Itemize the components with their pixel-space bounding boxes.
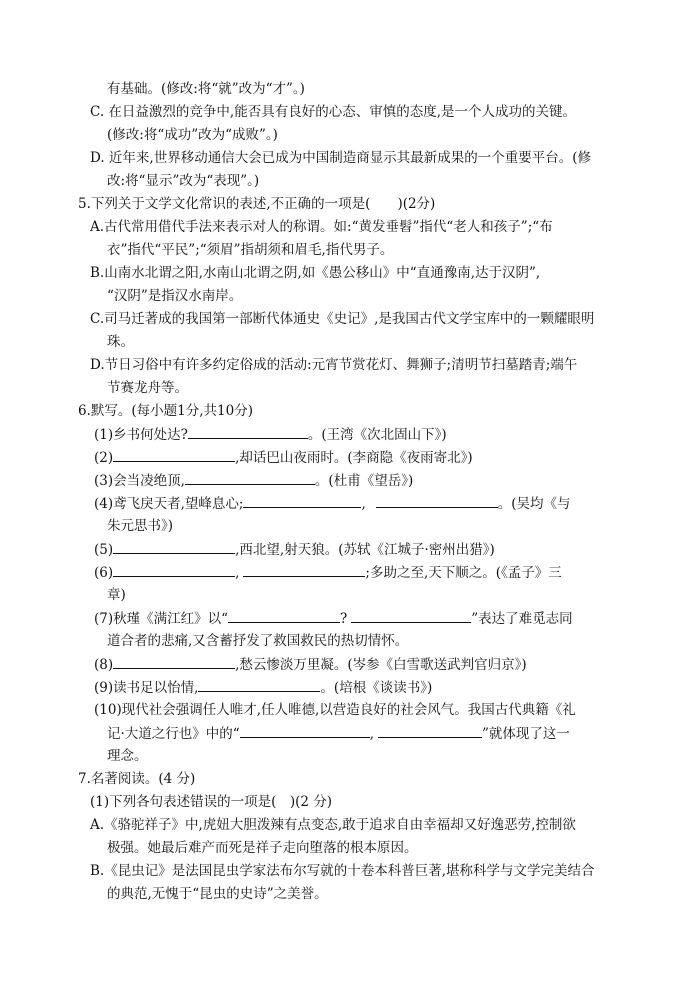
q6-item-7 (94, 607, 573, 630)
q6-item-1-source: 。(王湾《次北固山下》) (307, 427, 447, 443)
q6-item-8 (94, 653, 527, 676)
q5-option-d-line2: 节赛龙舟等。 (107, 380, 188, 396)
q6-item-7-suffix: ”表达了难觅志同 (471, 611, 573, 627)
q6-item-1-prompt: (1)乡书何处达? (94, 427, 188, 443)
q4-option-b-continuation: 有基础。(修改:将“就”改为“才”。) (107, 81, 305, 97)
q6-item-3-source: 。(杜甫《望岳》) (314, 473, 414, 489)
q6-item-4-prompt: (4)鸢飞戾天者,望峰息心; (94, 496, 244, 512)
q6-item-2-source: ,却话巴山夜雨时。(李商隐《夜雨寄北》) (235, 450, 473, 466)
q6-item-10-line3: 理念。 (107, 748, 148, 764)
q6-item-3-prompt: (3)会当凌绝顶, (94, 473, 185, 489)
q5-option-b-line1: B.山南水北谓之阳,水南山北谓之阴,如《愚公移山》中“直通豫南,达于汉阴”, (90, 265, 541, 281)
q6-item-3 (94, 469, 413, 492)
q6-item-5 (94, 538, 495, 561)
q5-option-b-line2: “汉阴”是指汉水南岸。 (107, 288, 243, 304)
answer-blank[interactable] (240, 722, 370, 738)
q5-stem: 5.下列关于文学文化常识的表述,不正确的一项是( )(2分) (78, 196, 436, 212)
q4-option-d-line1: D. 近年来,世界移动通信大会已成为中国制造商显示其最新成果的一个重要平台。(修 (90, 150, 591, 166)
q6-item-9-source: 。(培根《谈读书》) (320, 680, 433, 696)
q6-item-7-prompt: (7)秋瑾《满江红》以“ (94, 611, 229, 627)
q7-subquestion-1: (1)下列各句表述错误的一项是( )(2 分) (90, 794, 333, 810)
q7-stem: 7.名著阅读。(4 分) (78, 771, 196, 787)
answer-blank[interactable] (185, 469, 315, 485)
q6-item-10-line1: (10)现代社会强调任人唯才,任人唯德,以营造良好的社会风气。我国古代典籍《礼 (94, 702, 576, 718)
q6-item-4-comma: , (361, 496, 366, 512)
answer-blank[interactable] (113, 561, 235, 577)
q7-option-b-line1: B.《昆虫记》是法国昆虫学家法布尔写就的十卷本科普巨著,堪称科学与文学完美结合 (90, 863, 595, 879)
q5-option-d-line1: D.节日习俗中有许多约定俗成的活动:元宵节赏花灯、舞狮子;清明节扫墓踏青;端午 (90, 357, 578, 373)
q6-item-4-source-cont: 朱元思书》) (107, 518, 174, 534)
answer-blank[interactable] (351, 607, 471, 623)
answer-blank[interactable] (198, 676, 320, 692)
q6-item-9-prompt: (9)读书足以怡情, (94, 680, 199, 696)
q6-item-9 (94, 676, 432, 699)
q6-item-10-suffix: ”就体现了这一 (482, 726, 570, 742)
q5-option-c-line1: C.司马迁著成的我国第一部断代体通史《史记》,是我国古代文学宝库中的一颗耀眼明 (90, 311, 595, 327)
q4-option-c-line2: (修改:将“成功”改为“成败”。) (107, 127, 278, 143)
answer-blank[interactable] (188, 423, 308, 439)
q6-item-4 (94, 492, 571, 515)
q5-option-a-line1: A.古代常用借代手法来表示对人的称谓。如:“黄发垂髫”指代“老人和孩子”;“布 (90, 219, 553, 235)
q6-item-10-comma: , (369, 726, 374, 742)
q6-item-6-source: ;多助之至,天下顺之。(《孟子》三 (365, 565, 562, 581)
q6-item-5-source: ,西北望,射天狼。(苏轼《江城子·密州出猎》) (235, 542, 495, 558)
answer-blank[interactable] (376, 492, 498, 508)
q6-item-2 (94, 446, 473, 469)
q6-item-5-number: (5) (94, 542, 114, 558)
answer-blank[interactable] (378, 722, 482, 738)
answer-blank[interactable] (243, 561, 365, 577)
q6-item-10-line2 (107, 722, 570, 745)
q7-option-a-line2: 极强。她最后难产而死是祥子走向堕落的根本原因。 (107, 840, 418, 856)
answer-blank[interactable] (113, 446, 235, 462)
q6-item-2-number: (2) (94, 450, 114, 466)
answer-blank[interactable] (113, 653, 235, 669)
q5-option-a-line2: 衣”指代“平民”;“须眉”指胡须和眉毛,指代男子。 (107, 242, 394, 258)
q6-item-7-question-mark: ? (340, 611, 348, 627)
q4-option-c-line1: C. 在日益激烈的竞争中,能否具有良好的心态、审慎的态度,是一个人成功的关键。 (90, 104, 577, 120)
answer-blank[interactable] (228, 607, 340, 623)
q6-item-10-prompt: 记·大道之行也》中的“ (107, 726, 240, 742)
answer-blank[interactable] (113, 538, 235, 554)
q7-option-a-line1: A.《骆驼祥子》中,虎妞大胆泼辣有点变态,敢于追求自由幸福却又好逸恶劳,控制欲 (90, 817, 576, 833)
q6-item-8-source: ,愁云惨淡万里凝。(岑参《白雪歌送武判官归京》) (235, 657, 527, 673)
q6-item-6-comma: , (235, 565, 240, 581)
q6-item-4-source: 。(吴均《与 (497, 496, 571, 512)
q6-item-8-number: (8) (94, 657, 114, 673)
q7-option-b-line2: 的典范,无愧于“昆虫的史诗”之美誉。 (107, 886, 328, 902)
q6-item-6-source-cont: 章) (107, 587, 126, 603)
q6-item-7-cont: 道合者的悲痛,又含蓄抒发了救国救民的热切情怀。 (107, 633, 409, 649)
q6-item-1 (94, 423, 447, 446)
q6-stem: 6.默写。(每小题1分,共10分) (78, 403, 253, 419)
q6-item-6 (94, 561, 562, 584)
q5-option-c-line2: 珠。 (107, 334, 134, 350)
q6-item-6-number: (6) (94, 565, 114, 581)
q4-option-d-line2: 改:将“显示”改为“表现”。) (107, 173, 260, 189)
answer-blank[interactable] (243, 492, 361, 508)
